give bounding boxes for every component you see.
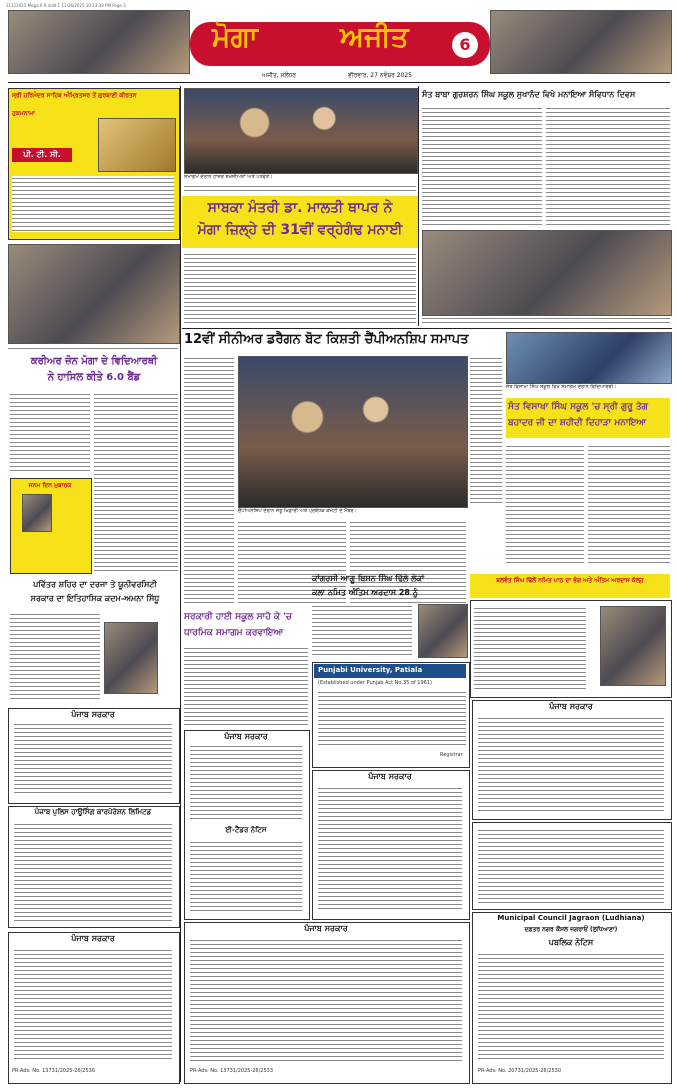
- right-govt-ad-1-title: ਪੰਜਾਬ ਸਰਕਾਰ: [549, 702, 593, 711]
- top-right-headline: ਸੰਤ ਬਾਬਾ ਗੁਰਸ਼ਰਨ ਸਿੰਘ ਸਕੂਲ ਸੁਖਾਨੰਦ ਵਿਖੇ ਮਨਾਇਆ ਸੰਵਿਧਾਨ ਦਿਵਸ: [422, 90, 636, 99]
- sarkari-body: [184, 646, 308, 726]
- top-right-caption: [422, 316, 670, 324]
- masthead-title-right: ਅਜੀਤ: [340, 20, 409, 53]
- col-divider-1: [180, 86, 181, 1082]
- municipal-title: Municipal Council Jagraon (Ludhiana): [497, 914, 645, 922]
- pavitra-headline-2: ਸਰਕਾਰ ਦਾ ਇਤਿਹਾਸਿਕ ਕਦਮ-ਅਮਨਾ ਸਿੱਧੂ: [30, 594, 160, 603]
- obit-text: [474, 606, 586, 690]
- university-text: [318, 690, 466, 746]
- kareer-photo: [8, 244, 180, 344]
- congress-headline-2: ਕਲਾ ਨਮਿਤ ਅੰਤਿਮ ਅਰਦਾਸ 28 ਨੂੰ: [312, 588, 418, 597]
- wrestling-photo: [238, 356, 468, 508]
- ptc-badge: ਪੀ. ਟੀ. ਸੀ.: [12, 148, 72, 162]
- congress-photo: [418, 604, 468, 658]
- kareer-headline-2: ਨੇ ਹਾਸਿਲ ਕੀਤੇ 6.0 ਬੈਂਡ: [47, 372, 141, 383]
- right-caption: ਸੰਤ ਵਿਸਾਖਾ ਸਿੰਘ ਸਕੂਲ ਵਿਖੇ ਸਮਾਗਮ ਦੌਰਾਨ ਵਿਦਿਆਰਥੀ।: [506, 384, 617, 390]
- sant-visakha-headline-1: ਸੰਤ ਵਿਸਾਖਾ ਸਿੰਘ ਸਕੂਲ 'ਚ ਸ੍ਰੀ ਗੁਰੂ ਤੇਗ: [508, 402, 648, 412]
- malti-body: [184, 252, 416, 326]
- kareer-body-1: [10, 392, 90, 472]
- obit-photo: [600, 606, 666, 686]
- municipal-title-pb: ਦਫ਼ਤਰ ਨਗਰ ਕੌਂਸਲ ਜਗਰਾਓਂ (ਲੁਧਿਆਣਾ): [524, 926, 618, 933]
- congress-headline-1: ਕਾਂਗਰਸੀ ਆਗੂ ਬਿਸ਼ਨ ਸਿੰਘ ਢਿੱਲੋ ਲੋਕਾਂ: [312, 574, 425, 583]
- top-right-body-2: [546, 106, 670, 226]
- sant-visakha-body-1: [506, 444, 584, 564]
- left-ad-text: [12, 176, 174, 232]
- mid-rule: [182, 328, 672, 329]
- center-govt-ad-3-title: ਪੰਜਾਬ ਸਰਕਾਰ: [368, 772, 412, 781]
- center-govt-ad-1-text: [190, 744, 302, 822]
- municipal-text: [478, 952, 664, 1060]
- edition-date: ਵੀਰਵਾਰ, 27 ਨਵੰਬਰ 2025: [348, 72, 412, 79]
- left-police-ad-text: [14, 822, 172, 922]
- center-govt-ad-1-title: ਪੰਜਾਬ ਸਰਕਾਰ: [224, 732, 268, 741]
- congress-body: [312, 604, 412, 658]
- sant-visakha-photo: [506, 332, 672, 384]
- university-name: Punjabi University, Patiala: [318, 666, 423, 674]
- header-right-temple-photo: [490, 10, 672, 74]
- right-govt-ad-1-text: [478, 716, 664, 812]
- wrestling-headline: 12ਵੀਂ ਸੀਨੀਅਰ ਡਰੈਗਨ ਬੋਟ ਕਿਸ਼ਤੀ ਚੈਂਪੀਅਨਸ਼ਿਪ ਸਮਾਪਤ: [184, 332, 469, 347]
- malti-headline-2: ਮੋਗਾ ਜ਼ਿਲ੍ਹੇ ਦੀ 31ਵੀਂ ਵਰ੍ਹੇਗੰਢ ਮਨਾਈ: [197, 222, 403, 238]
- pr-adv-left: PR-Adv. No. 13731/2025-26/2536: [12, 1068, 96, 1074]
- left-ad-title: ਸ੍ਰੀ ਹਰਿਮੰਦਰ ਸਾਹਿਬ ਅੰਮ੍ਰਿਤਸਰ ਤੋਂ ਗੁਰਬਾਣੀ ਕੀਰਤਨ: [12, 92, 137, 99]
- center-govt-ad-3-text: [318, 786, 462, 912]
- top-right-body-1: [422, 106, 542, 226]
- sarkari-headline-1: ਸਰਕਾਰੀ ਹਾਈ ਸਕੂਲ ਸਾਹੋ ਕੇ 'ਚ: [184, 612, 292, 622]
- university-registrar: Registrar: [440, 752, 463, 758]
- pavitra-headline-1: ਪਵਿੱਤਰ ਸ਼ਹਿਰ ਦਾ ਦਰਜਾ ਤੇ ਯੂਨੀਵਰਸਿਟੀ: [33, 580, 157, 589]
- obit-banner-text: ਬਲਵੰਤ ਸਿੰਘ ਢਿੱਲੋਂ ਨਮਿਤ ਪਾਠ ਦਾ ਭੋਗ ਅਤੇ ਅੰਤਿਮ ਅਰਦਾਸ ਕੱਲ੍ਹ: [496, 577, 644, 584]
- birthday-photo: [22, 494, 52, 532]
- kareer-caption: [8, 346, 178, 352]
- top-center-caption: ਸਮਾਗਮ ਦੌਰਾਨ ਹਾਜ਼ਰ ਸ਼ਖ਼ਸੀਅਤਾਂ ਅਤੇ ਪਤਵੰਤੇ।: [184, 174, 273, 180]
- left-govt-ad-1-text: [14, 722, 172, 794]
- pr-adv-center: PR-Adv. No. 13731/2025-26/2533: [190, 1068, 274, 1074]
- left-govt-ad-2-text: [14, 948, 172, 1060]
- center-govt-ad-2-title: ਪੰਜਾਬ ਸਰਕਾਰ: [304, 924, 348, 933]
- edition-label: ਅਜੀਤ, ਜਲੰਧਰ: [262, 72, 297, 79]
- sarkari-headline-2: ਧਾਰਮਿਕ ਸਮਾਗਮ ਕਰਵਾਇਆ: [184, 628, 284, 638]
- top-center-caption-extra: [184, 184, 416, 192]
- kareer-body-2: [94, 392, 178, 572]
- masthead-title-left: ਮੋਗਾ: [212, 20, 258, 53]
- top-center-photo: [184, 88, 418, 174]
- left-police-ad-title: ਪੰਜਾਬ ਪੁਲਿਸ ਹਾਊਸਿੰਗ ਕਾਰਪੋਰੇਸ਼ਨ ਲਿਮਿਟਡ: [34, 808, 152, 816]
- print-meta: 31112025 Moga-6 R.indd 1 11/26/2025 10:13:38 PM Page 3: [6, 3, 126, 8]
- kareer-headline-1: ਕਰੀਅਰ ਜ਼ੋਨ ਮੋਗਾ ਦੇ ਵਿਦਿਆਰਥੀ: [30, 356, 158, 367]
- birthday-tag: ਜਨਮ ਦਿਨ ਮੁਬਾਰਕ: [28, 482, 72, 489]
- header-left-temple-photo: [8, 10, 190, 74]
- left-govt-ad-1-title: ਪੰਜਾਬ ਸਰਕਾਰ: [71, 710, 115, 719]
- tender-text: [190, 840, 302, 912]
- header-rule: [8, 82, 670, 83]
- pavitra-photo: [104, 622, 158, 694]
- wrestling-body-4: [470, 356, 502, 506]
- golden-temple-photo: [98, 118, 176, 172]
- top-right-photo: [422, 230, 672, 316]
- sant-visakha-headline-2: ਬਹਾਦਰ ਜੀ ਦਾ ਸ਼ਹੀਦੀ ਦਿਹਾੜਾ ਮਨਾਇਆ: [508, 418, 647, 428]
- right-govt-ad-2-text: [478, 828, 664, 904]
- tender-notice-title: ਈ-ਟੈਂਡਰ ਨੋਟਿਸ: [225, 826, 267, 834]
- public-notice-title: ਪਬਲਿਕ ਨੋਟਿਸ: [548, 938, 594, 947]
- left-ad-subtitle: ਹੁਕਮਨਾਮਾ: [12, 110, 35, 117]
- malti-headline-1: ਸਾਬਕਾ ਮੰਤਰੀ ਡਾ. ਮਾਲਤੀ ਥਾਪਰ ਨੇ: [207, 200, 393, 216]
- wrestling-body-1: [184, 356, 234, 606]
- col-divider-2: [418, 86, 419, 326]
- center-govt-ad-2-text: [190, 938, 462, 1062]
- left-govt-ad-2-title: ਪੰਜਾਬ ਸਰਕਾਰ: [71, 934, 115, 943]
- page-number-badge: 6: [452, 32, 478, 58]
- pavitra-body: [10, 612, 100, 702]
- university-sub: (Established under Punjab Act No.35 of 1961): [318, 680, 432, 686]
- pr-adv-right: PR-Adv. No. 20731/2025-26/2530: [478, 1068, 562, 1074]
- sant-visakha-body-2: [588, 444, 670, 564]
- center-caption: ਚੈਂਪੀਅਨਸ਼ਿਪ ਦੌਰਾਨ ਜੇਤੂ ਖਿਡਾਰੀ ਅਤੇ ਪ੍ਰਬੰਧਕ ਕਮੇਟੀ ਦੇ ਮੈਂਬਰ।: [238, 508, 358, 514]
